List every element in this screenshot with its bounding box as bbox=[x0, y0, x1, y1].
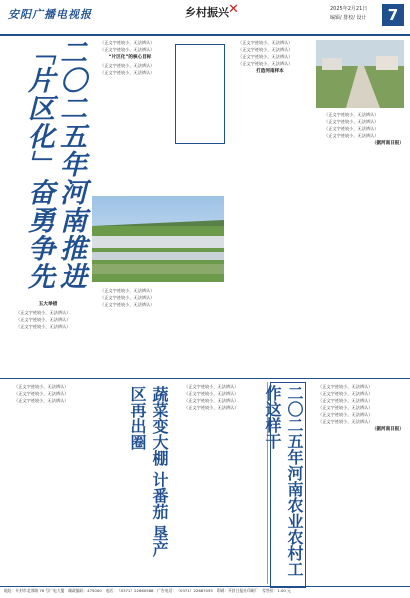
paragraph: （正文字迹较小，无法辨认） bbox=[318, 391, 373, 396]
farmland-photo-icon bbox=[92, 196, 224, 282]
article-author: （据河南日报） bbox=[371, 427, 404, 432]
edition-info: 编辑/ 排校/ 设计 bbox=[330, 15, 367, 21]
subhead: “片区化”的核心目标 bbox=[108, 55, 152, 60]
top-article-col1 bbox=[92, 40, 168, 190]
paragraph: （正文字迹较小，无法辨认） bbox=[14, 391, 69, 396]
top-article-col-middle bbox=[92, 288, 224, 376]
bottom-right-col1 bbox=[310, 384, 404, 584]
paragraph: （正文字迹较小，无法辨认） bbox=[238, 54, 293, 59]
bottom-left-col2 bbox=[176, 384, 264, 584]
paragraph: （正文字迹较小，无法辨认） bbox=[16, 310, 71, 315]
paragraph: （正文字迹较小，无法辨认） bbox=[238, 40, 293, 45]
photo-caption: 打造河南样本 bbox=[256, 69, 284, 74]
paragraph: （正文字迹较小，无法辨认） bbox=[16, 317, 71, 322]
headline-line: 「片区化」奋勇争先 bbox=[23, 38, 54, 290]
photo-farmland bbox=[92, 196, 224, 282]
paragraph: （正文字迹较小，无法辨认） bbox=[318, 419, 373, 424]
paragraph: （正文字迹较小，无法辨认） bbox=[184, 391, 239, 396]
paragraph: （正文字迹较小，无法辨认） bbox=[14, 384, 69, 389]
inset-box bbox=[175, 44, 225, 144]
paragraph: （正文字迹较小，无法辨认） bbox=[184, 405, 239, 410]
subhead: 五大举措 bbox=[38, 302, 58, 307]
issue-date: 2025年2月21日 bbox=[330, 6, 368, 12]
top-article-col-lower-left bbox=[8, 300, 88, 376]
masthead bbox=[0, 0, 410, 36]
paragraph: （正文字迹较小，无法辨认） bbox=[100, 40, 155, 45]
paragraph: （正文字迹较小，无法辨认） bbox=[318, 384, 373, 389]
paragraph: （正文字迹较小，无法辨认） bbox=[100, 70, 155, 75]
section-divider bbox=[0, 378, 410, 379]
paragraph: （正文字迹较小，无法辨认） bbox=[100, 288, 155, 293]
paragraph: （正文字迹较小，无法辨认） bbox=[100, 47, 155, 52]
paragraph: （正文字迹较小，无法辨认） bbox=[324, 126, 379, 131]
section-title: 乡村振兴 bbox=[185, 6, 229, 19]
photo-rural-road bbox=[316, 40, 404, 108]
paragraph: （正文字迹较小，无法辨认） bbox=[16, 324, 71, 329]
bottom-left-col1 bbox=[6, 384, 112, 584]
headline-line: 二〇二五年河南推进 bbox=[55, 38, 86, 290]
article-author: （据河南日报） bbox=[371, 141, 404, 146]
paragraph: （正文字迹较小，无法辨认） bbox=[324, 133, 379, 138]
page-footer: 地址：开封市北郊路 76 号广电大厦 邮政编码：475000 电话：（0371）22660588 广告电话：（0371）22687055 印刷：开封日报社印刷厂 零售价：1.00 元 bbox=[0, 586, 410, 598]
paragraph: （正文字迹较小，无法辨认） bbox=[184, 398, 239, 403]
top-article-col3 bbox=[230, 40, 310, 376]
paragraph: （正文字迹较小，无法辨认） bbox=[324, 112, 379, 117]
paper-name: 安阳广播电视报 bbox=[8, 8, 92, 21]
paragraph: （正文字迹较小，无法辨认） bbox=[100, 302, 155, 307]
paragraph: （正文字迹较小，无法辨认） bbox=[238, 61, 293, 66]
paragraph: （正文字迹较小，无法辨认） bbox=[318, 405, 373, 410]
paragraph: （正文字迹较小，无法辨认） bbox=[184, 384, 239, 389]
top-article-col4 bbox=[316, 112, 404, 376]
paragraph: （正文字迹较小，无法辨认） bbox=[238, 47, 293, 52]
section-deco-icon: ✕ bbox=[228, 2, 239, 17]
paragraph: （正文字迹较小，无法辨认） bbox=[318, 398, 373, 403]
bottom-right-headline: 二〇二五年河南农业农村工作这样干 bbox=[270, 382, 306, 588]
paragraph: （正文字迹较小，无法辨认） bbox=[324, 119, 379, 124]
page-number: 7 bbox=[382, 4, 404, 26]
paragraph: （正文字迹较小，无法辨认） bbox=[100, 295, 155, 300]
paragraph: （正文字迹较小，无法辨认） bbox=[14, 398, 69, 403]
paragraph: （正文字迹较小，无法辨认） bbox=[318, 412, 373, 417]
rural-road-photo-icon bbox=[316, 40, 404, 108]
bottom-left-headline: 蔬菜变大棚 计番茄 垦产区再出圈 bbox=[128, 386, 169, 558]
paragraph: （正文字迹较小，无法辨认） bbox=[100, 63, 155, 68]
